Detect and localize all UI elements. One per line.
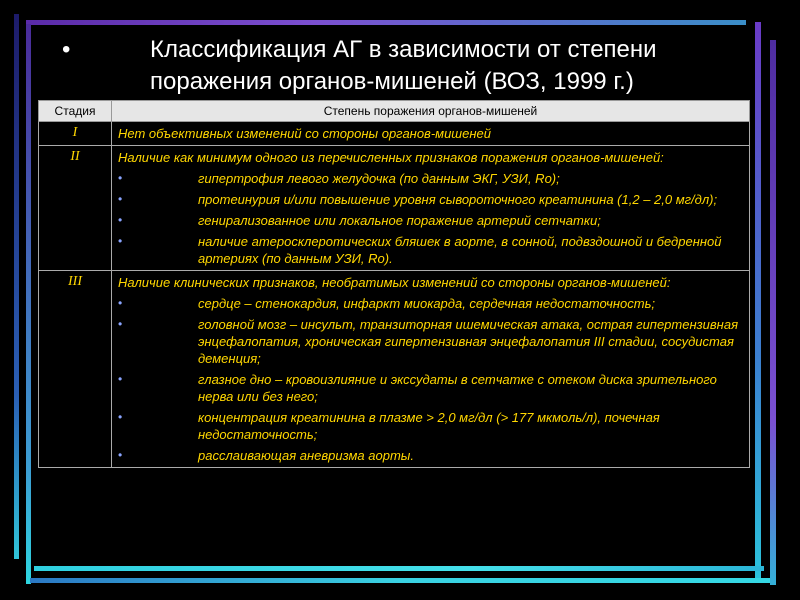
header-damage-degree: Степень поражения органов-мишеней [112,101,750,122]
list-item [118,170,745,187]
title-text: Классификация АГ в зависимости от степени поражения органов-мишеней (ВОЗ, 1999 г.) [150,36,657,95]
list-bullet-icon: • [118,410,123,424]
list-bullet-icon: • [118,448,123,462]
description-cell [112,122,750,146]
list-item [118,371,745,405]
list-item [118,316,745,367]
frame-bar-left-outer [14,14,19,559]
list-bullet-icon: • [118,171,123,185]
list-bullet-icon: • [118,192,123,206]
list-item-text: наличие атеросклеротических бляшек в аорте, в сонной, подвздошной и бедренной артериях (по данным УЗИ, Ro). [198,234,722,266]
list-item-text: концентрация креатинина в плазме > 2,0 мг/дл (> 177 мкмоль/л), почечная недостаточность; [198,410,660,442]
list-bullet-icon: • [118,372,123,386]
list-bullet-icon: • [118,213,123,227]
list-item-text: головной мозг – инсульт, транзиторная ишемическая атака, острая гипертензивная энцефалопатия, хроническая гипертензивная энцефалопатия III стадии, сосудистая деменция; [198,317,739,366]
table-body [39,122,750,468]
list-item-text: гипертрофия левого желудочка (по данным ЭКГ, УЗИ, Ro); [198,171,560,186]
stage-cell: III [39,271,112,468]
list-item-text: сердце – стенокардия, инфаркт миокарда, сердечная недостаточность; [198,296,656,311]
table-row [39,146,750,271]
row-heading: Наличие клинических признаков, необратимых изменений со стороны органов-мишеней: [118,275,671,290]
classification-table [38,100,750,468]
list-item-text: генирализованное или локальное поражение артерий сетчатки; [198,213,601,228]
list-item-text: глазное дно – кровоизлияние и экссудаты в сетчатке с отеком диска зрительного нерва или без него; [198,372,717,404]
list-item [118,409,745,443]
stage-cell: II [39,146,112,271]
description-cell [112,146,750,271]
table-header-row [39,101,750,122]
frame-bar-bottom-outer [30,578,770,583]
list-item-text: протеинурия и/или повышение уровня сывороточного креатинина (1,2 – 2,0 мг/дл); [198,192,718,207]
frame-bar-bottom-inner [34,566,764,571]
list-bullet-icon: • [118,296,123,310]
description-cell [112,271,750,468]
title-bullet: • [62,36,71,63]
list-item [118,233,745,267]
frame-bar-left-inner [26,24,31,584]
list-item [118,212,745,229]
row-heading: Наличие как минимум одного из перечисленных признаков поражения органов-мишеней: [118,150,664,165]
table-row [39,271,750,468]
list-bullet-icon: • [118,317,123,331]
table-row [39,122,750,146]
frame-bar-right-inner [755,22,761,582]
frame-bar-right-outer [770,40,776,585]
list-item [118,191,745,208]
list-item-text: расслаивающая аневризма аорты. [198,448,414,463]
header-stage: Стадия [39,101,112,122]
list-bullet-icon: • [118,234,123,248]
stage-cell: I [39,122,112,146]
frame-bar-top [26,20,746,25]
list-item [118,295,745,312]
row-heading: Нет объективных изменений со стороны органов-мишеней [118,126,491,141]
list-item [118,447,745,464]
